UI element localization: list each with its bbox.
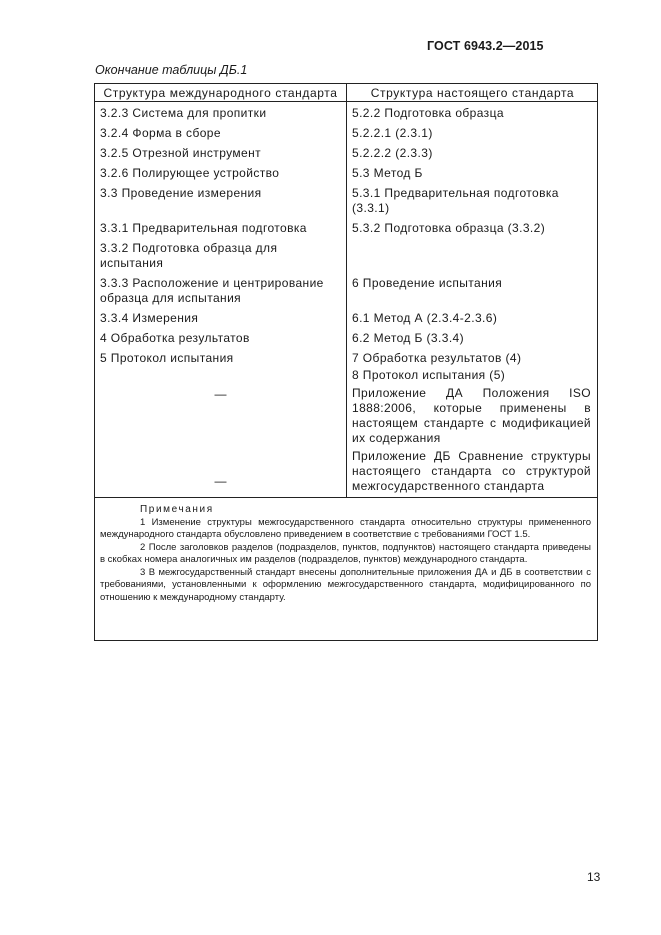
table-cell-right: 6.2 Метод Б (3.3.4) [352, 331, 465, 345]
document-code: ГОСТ 6943.2—2015 [427, 39, 544, 53]
table-cell-left: 3.3 Проведение измерения [100, 186, 262, 200]
table-cell-left-dash: — [214, 387, 227, 401]
table-cell-left: 3.2.4 Форма в сборе [100, 126, 221, 140]
notes-divider [95, 497, 597, 498]
table-cell-right: 6 Проведение испытания [352, 276, 503, 290]
table-cell-right: 8 Протокол испытания (5) [352, 368, 506, 382]
table-cell-right: Приложение ДБ Сравнение структуры настоящего стандарта со структурой межгосударственного стандарта [352, 449, 591, 493]
table-caption: Окончание таблицы ДБ.1 [95, 63, 248, 77]
note-item: 3 В межгосударственный стандарт внесены дополнительные приложения ДА и ДБ в соответствии с требованиями, установленными к оформлению межгосударственного стандарта, модифицированного по отношению к международному стандарту. [100, 566, 591, 603]
table-notes [100, 504, 591, 604]
table-cell-left: 4 Обработка результатов [100, 331, 250, 345]
table-cell-left: 3.2.5 Отрезной инструмент [100, 146, 262, 160]
column-divider [346, 84, 347, 497]
notes-title: Примечания [140, 504, 214, 515]
note-item: 2 После заголовков разделов (подразделов, пунктов, подпунктов) настоящего стандарта приведены в скобках номера аналогичных им разделов (подразделов, пунктов) международного стандарта. [100, 541, 591, 565]
table-cell-right: 5.2.2.1 (2.3.1) [352, 126, 433, 140]
table-cell-left: 3.3.4 Измерения [100, 311, 199, 325]
table-cell-right: 6.1 Метод А (2.3.4-2.3.6) [352, 311, 498, 325]
table-cell-left: 3.2.6 Полирующее устройство [100, 166, 280, 180]
table-cell-right: Приложение ДА Положения ISO 1888:2006, которые применены в настоящем стандарте с модификацией их содержания [352, 386, 591, 445]
column-header-international: Структура международного стандарта [103, 86, 338, 100]
page-number: 13 [587, 870, 601, 884]
table-cell-right: 7 Обработка результатов (4) [352, 351, 522, 365]
comparison-table [94, 83, 598, 641]
table-cell-left: 5 Протокол испытания [100, 351, 234, 365]
table-cell-left-dash: — [214, 474, 227, 488]
table-cell-left: 3.3.3 Расположение и центрирование образца для испытания [100, 276, 324, 305]
table-cell-left: 3.2.3 Система для пропитки [100, 106, 267, 120]
column-header-national: Структура настоящего стандарта [370, 86, 575, 100]
table-cell-left: 3.3.2 Подготовка образца для испытания [100, 241, 278, 270]
table-cell-right: 5.2.2.2 (2.3.3) [352, 146, 433, 160]
table-cell-right: 5.3.1 Предварительная подготовка (3.3.1) [352, 186, 559, 215]
note-item: 1 Изменение структуры межгосударственного стандарта относительно структуры примененного международного стандарта обусловлено приведением в соответствие с требованиями ГОСТ 1.5. [100, 516, 591, 540]
table-cell-right: 5.3 Метод Б [352, 166, 423, 180]
table-cell-right: 5.3.2 Подготовка образца (3.3.2) [352, 221, 546, 235]
table-cell-left: 3.3.1 Предварительная подготовка [100, 221, 307, 235]
table-cell-right: 5.2.2 Подготовка образца [352, 106, 504, 120]
